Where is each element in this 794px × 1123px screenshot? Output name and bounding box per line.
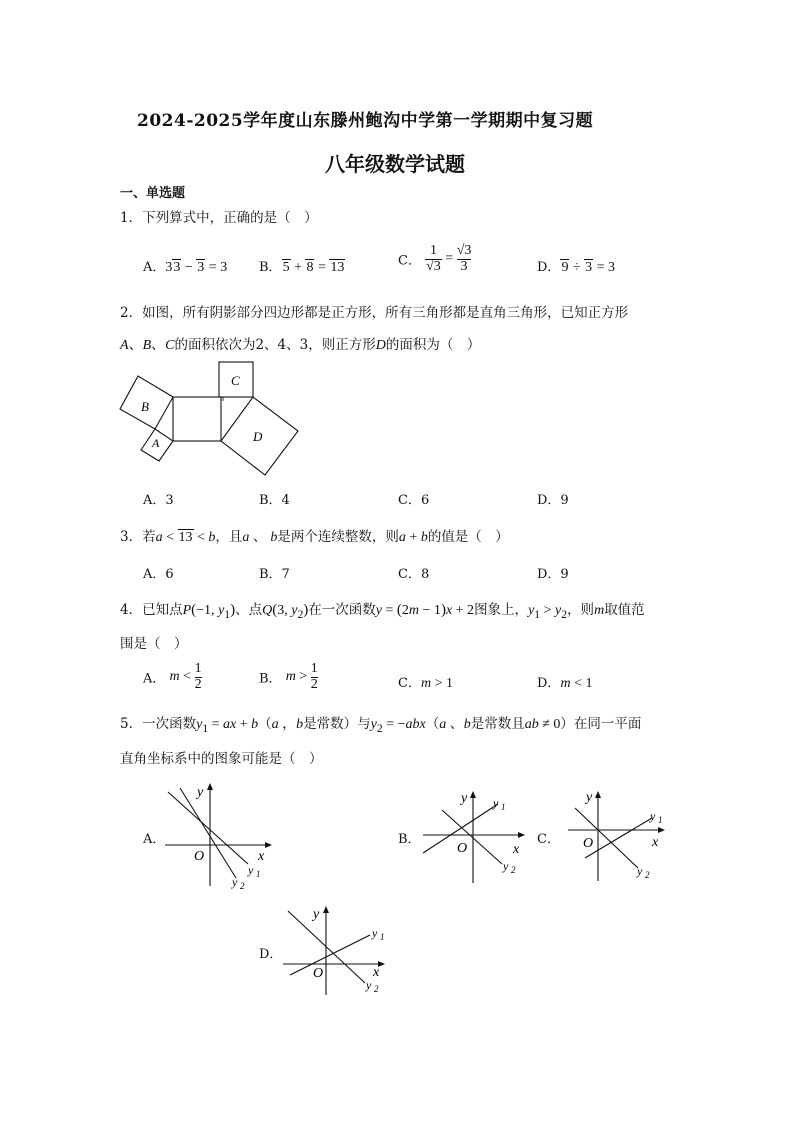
question-number: 3． [120, 529, 143, 545]
svg-text:y: y [493, 796, 499, 810]
page-subtitle: 八年级数学试题 [325, 152, 465, 176]
svg-text:y: y [372, 926, 378, 940]
svg-text:y: y [366, 978, 372, 992]
svg-text:x: x [652, 835, 659, 850]
question-2-stem-line2: A、B、C的面积依次为2、4、3，则正方形D的面积为（ ） [120, 337, 481, 353]
question-text: 图象上， [474, 602, 529, 618]
graph-c [560, 788, 670, 888]
section-heading: 一、单选题 [120, 186, 186, 201]
graph-b [420, 788, 530, 888]
question-text: 是常数）与 [303, 716, 371, 732]
question-number: 1． [120, 210, 143, 226]
label-b: B [141, 399, 149, 414]
svg-text:1: 1 [256, 869, 261, 879]
question-5-stem-line2: 直角坐标系中的图象可能是（ ） [120, 751, 323, 767]
svg-text:y: y [637, 864, 643, 878]
q4-option-d: D．m < 1 [537, 676, 593, 691]
q5-option-c: C． [537, 832, 560, 847]
question-text: 已知点 [142, 602, 183, 618]
question-text: ，且 [215, 529, 243, 545]
svg-text:x: x [258, 849, 265, 864]
q3-option-c: C．8 [398, 567, 430, 582]
question-text: 的值是（ ） [427, 529, 509, 545]
option-letter: A． [143, 260, 166, 275]
option-letter: C． [398, 676, 421, 691]
svg-text:O: O [194, 849, 205, 864]
question-text: 下列算式中，正确的是（ ） [142, 210, 318, 226]
svg-text:y: y [461, 791, 468, 806]
question-4-stem-line2: 围是（ ） [120, 636, 188, 652]
option-letter: D． [537, 260, 561, 275]
q3-option-a: A．6 [143, 567, 174, 582]
question-number: 5． [120, 716, 143, 732]
question-text: 若 [142, 529, 156, 545]
question-text: ）在同一平面 [560, 716, 642, 732]
q2-option-b: B．4 [259, 493, 290, 508]
svg-text:x: x [513, 842, 520, 857]
q1-option-d: D．9 ÷ 3 = 3 [537, 260, 616, 275]
label-a: A [152, 436, 160, 450]
q3-option-d: D．9 [537, 567, 569, 582]
question-text: 、点 [235, 602, 263, 618]
q4-option-a: A． m < $\frac{1}{2}$ [143, 661, 202, 692]
question-text: 取值范 [604, 602, 645, 618]
question-text: 一次函数 [142, 716, 197, 732]
question-text: 在一次函数 [308, 602, 376, 618]
question-3-stem: 3．若a < 13 < b，且a 、 b是两个连续整数，则a + b的值是（ ） [120, 529, 509, 545]
question-text: 的面积依次为2、4、3，则正方形 [174, 337, 376, 353]
question-2-stem-line1 [120, 301, 628, 321]
question-text: 是常数且 [470, 716, 525, 732]
svg-text:y: y [586, 790, 593, 805]
question-1-stem [120, 206, 318, 226]
question-5-stem-line1: 5．一次函数$y_1$ = ax + b（a ，b是常数）与$y_2 = -abx(a$ 、b是常数且ab ≠ 0）在同一平面 [120, 716, 642, 735]
svg-text:O: O [313, 966, 324, 981]
q1-option-a: A．33 − 3 = 3 [143, 260, 228, 275]
q2-option-c: C．6 [398, 493, 430, 508]
q1-option-c: C． $\frac{1}{√3}$ = $\frac{√3}{3}$ [398, 243, 472, 274]
svg-text:y: y [232, 875, 238, 889]
svg-text:2: 2 [511, 865, 516, 875]
svg-text:y: y [650, 809, 656, 823]
svg-text:y: y [503, 859, 509, 873]
center-square [173, 397, 221, 441]
squares-figure [118, 360, 303, 485]
q4-option-b: B． m > $\frac{1}{2}$ [259, 661, 318, 692]
label-c: C [231, 373, 240, 388]
q4-option-c: C．m > 1 [398, 676, 453, 691]
graph-d [280, 903, 395, 998]
question-text: （ [425, 716, 440, 732]
svg-text:2: 2 [374, 984, 379, 994]
question-number: 2． [120, 305, 143, 321]
question-text: 的面积为（ ） [385, 337, 481, 353]
q1-option-b: B．5 + 8 = 13 [259, 260, 345, 275]
svg-text:2: 2 [645, 870, 650, 880]
svg-text:2: 2 [240, 881, 245, 891]
svg-text:1: 1 [380, 932, 385, 942]
svg-text:x: x [373, 965, 380, 980]
svg-text:y: y [313, 907, 320, 922]
question-text: （ [258, 716, 272, 732]
svg-text:O: O [583, 836, 594, 851]
q5-option-b: B． [398, 832, 421, 847]
svg-text:1: 1 [501, 802, 506, 812]
svg-text:y: y [197, 785, 204, 800]
q3-option-b: B．7 [259, 567, 290, 582]
question-text: 如图，所有阴影部分四边形都是正方形，所有三角形都是直角三角形，已知正方形 [142, 305, 629, 321]
option-letter: A． [143, 671, 166, 687]
question-text: ，则 [567, 602, 595, 618]
question-4-stem-line1: 4．已知点P(−1, $y_1$)、点Q(3, $y_2$)在一次函数y = (2m − 1)x + 2图象上，$y_1 > y_2$，则m取值范 [120, 602, 645, 621]
q2-option-a: A．3 [143, 493, 174, 508]
option-letter: C． [398, 253, 421, 269]
option-letter: D． [537, 676, 561, 691]
page-title: 2024-2025学年度山东滕州鲍沟中学第一学期期中复习题 [137, 111, 594, 131]
svg-text:O: O [457, 841, 468, 856]
q5-option-d: D． [259, 947, 283, 962]
question-text: 是两个连续整数，则 [277, 529, 399, 545]
q2-option-d: D．9 [537, 493, 569, 508]
label-d: D [253, 429, 263, 444]
graph-a [160, 782, 275, 892]
q5-option-a: A． [143, 832, 166, 847]
option-letter: B． [259, 260, 282, 275]
option-letter: B． [259, 671, 282, 687]
svg-text:y: y [248, 863, 254, 877]
svg-text:1: 1 [658, 815, 663, 825]
question-number: 4． [120, 602, 143, 618]
